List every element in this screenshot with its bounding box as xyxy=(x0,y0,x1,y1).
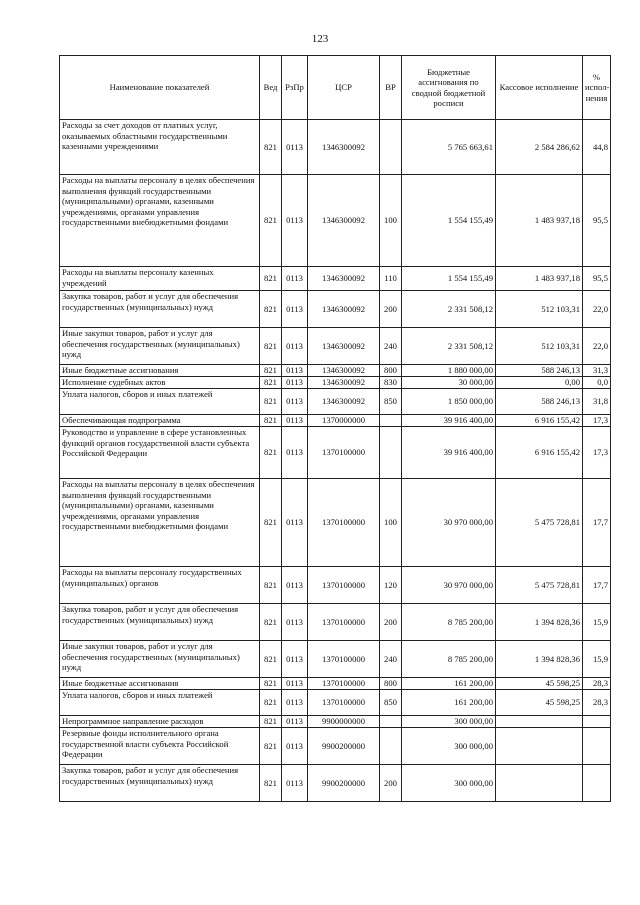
cell-budget: 1 850 000,00 xyxy=(402,389,496,415)
cell-name: Непрограммное направление расходов xyxy=(60,716,260,728)
cell-vr xyxy=(380,716,402,728)
cell-cash xyxy=(496,716,583,728)
cell-rzpr: 0113 xyxy=(282,415,308,427)
cell-vr: 200 xyxy=(380,604,402,641)
cell-budget: 5 765 663,61 xyxy=(402,120,496,175)
cell-rzpr: 0113 xyxy=(282,678,308,690)
table-row xyxy=(60,765,611,802)
cell-budget: 1 554 155,49 xyxy=(402,267,496,291)
table-row xyxy=(60,567,611,604)
cell-name: Расходы на выплаты персоналу казенных учреждений xyxy=(60,267,260,291)
cell-pct xyxy=(583,728,611,765)
cell-csr: 9900200000 xyxy=(308,765,380,802)
cell-pct: 17,3 xyxy=(583,427,611,479)
cell-cash: 1 483 937,18 xyxy=(496,267,583,291)
cell-pct: 17,7 xyxy=(583,567,611,604)
cell-budget: 300 000,00 xyxy=(402,716,496,728)
cell-cash: 0,00 xyxy=(496,377,583,389)
cell-budget: 30 970 000,00 xyxy=(402,479,496,567)
cell-csr: 9900000000 xyxy=(308,716,380,728)
cell-csr: 9900200000 xyxy=(308,728,380,765)
table-row xyxy=(60,690,611,716)
cell-name: Расходы за счет доходов от платных услуг, оказываемых областными государственными казенными учреждениями xyxy=(60,120,260,175)
cell-rzpr: 0113 xyxy=(282,291,308,328)
header-name: Наименование показателей xyxy=(60,56,260,120)
header-ved: Вед xyxy=(260,56,282,120)
cell-vr: 100 xyxy=(380,175,402,267)
cell-vr: 800 xyxy=(380,678,402,690)
cell-csr: 1346300092 xyxy=(308,291,380,328)
cell-cash: 45 598,25 xyxy=(496,678,583,690)
cell-vr: 240 xyxy=(380,641,402,678)
cell-ved: 821 xyxy=(260,175,282,267)
cell-name: Обеспечивающая подпрограмма xyxy=(60,415,260,427)
cell-ved: 821 xyxy=(260,291,282,328)
cell-budget: 1 554 155,49 xyxy=(402,175,496,267)
cell-name: Расходы на выплаты персоналу в целях обеспечения выполнения функций государственными (муниципальными) органами, казенными учреждениями, органами управления государственными внебюджетными фондами xyxy=(60,175,260,267)
table-row xyxy=(60,328,611,365)
cell-vr: 830 xyxy=(380,377,402,389)
cell-name: Закупка товаров, работ и услуг для обеспечения государственных (муниципальных) нужд xyxy=(60,765,260,802)
table-row xyxy=(60,267,611,291)
cell-rzpr: 0113 xyxy=(282,427,308,479)
cell-rzpr: 0113 xyxy=(282,765,308,802)
cell-cash: 6 916 155,42 xyxy=(496,427,583,479)
cell-ved: 821 xyxy=(260,389,282,415)
cell-rzpr: 0113 xyxy=(282,377,308,389)
cell-pct: 22,0 xyxy=(583,328,611,365)
cell-pct xyxy=(583,716,611,728)
cell-pct: 95,5 xyxy=(583,175,611,267)
cell-csr: 1370100000 xyxy=(308,690,380,716)
cell-cash: 2 584 286,62 xyxy=(496,120,583,175)
cell-csr: 1346300092 xyxy=(308,365,380,377)
cell-budget: 30 970 000,00 xyxy=(402,567,496,604)
cell-cash: 6 916 155,42 xyxy=(496,415,583,427)
cell-vr xyxy=(380,427,402,479)
cell-name: Расходы на выплаты персоналу государственных (муниципальных) органов xyxy=(60,567,260,604)
table-row xyxy=(60,427,611,479)
cell-budget: 2 331 508,12 xyxy=(402,328,496,365)
cell-ved: 821 xyxy=(260,716,282,728)
cell-ved: 821 xyxy=(260,377,282,389)
table-row xyxy=(60,728,611,765)
table-row xyxy=(60,175,611,267)
table-row xyxy=(60,415,611,427)
cell-rzpr: 0113 xyxy=(282,604,308,641)
cell-name: Уплата налогов, сборов и иных платежей xyxy=(60,690,260,716)
cell-rzpr: 0113 xyxy=(282,389,308,415)
cell-ved: 821 xyxy=(260,604,282,641)
cell-vr: 200 xyxy=(380,291,402,328)
cell-vr: 850 xyxy=(380,389,402,415)
budget-execution-table xyxy=(59,55,611,802)
cell-vr xyxy=(380,728,402,765)
cell-name: Иные бюджетные ассигнования xyxy=(60,678,260,690)
cell-vr xyxy=(380,120,402,175)
cell-pct: 44,8 xyxy=(583,120,611,175)
cell-vr xyxy=(380,415,402,427)
cell-ved: 821 xyxy=(260,765,282,802)
table-row xyxy=(60,678,611,690)
cell-budget: 39 916 400,00 xyxy=(402,427,496,479)
cell-pct: 31,8 xyxy=(583,389,611,415)
cell-name: Закупка товаров, работ и услуг для обеспечения государственных (муниципальных) нужд xyxy=(60,291,260,328)
cell-rzpr: 0113 xyxy=(282,479,308,567)
cell-vr: 200 xyxy=(380,765,402,802)
cell-cash: 1 394 828,36 xyxy=(496,641,583,678)
cell-csr: 1370100000 xyxy=(308,641,380,678)
table-row xyxy=(60,389,611,415)
cell-ved: 821 xyxy=(260,690,282,716)
cell-rzpr: 0113 xyxy=(282,716,308,728)
cell-csr: 1370000000 xyxy=(308,415,380,427)
cell-cash: 512 103,31 xyxy=(496,291,583,328)
cell-rzpr: 0113 xyxy=(282,690,308,716)
cell-pct: 95,5 xyxy=(583,267,611,291)
header-cash: Кассовое исполнение xyxy=(496,56,583,120)
cell-cash: 588 246,13 xyxy=(496,365,583,377)
cell-cash: 5 475 728,81 xyxy=(496,479,583,567)
cell-ved: 821 xyxy=(260,728,282,765)
cell-name: Иные закупки товаров, работ и услуг для обеспечения государственных (муниципальных) нужд xyxy=(60,641,260,678)
cell-vr: 120 xyxy=(380,567,402,604)
cell-rzpr: 0113 xyxy=(282,267,308,291)
cell-pct: 0,0 xyxy=(583,377,611,389)
cell-csr: 1346300092 xyxy=(308,267,380,291)
cell-csr: 1370100000 xyxy=(308,678,380,690)
cell-rzpr: 0113 xyxy=(282,365,308,377)
cell-vr: 240 xyxy=(380,328,402,365)
cell-csr: 1346300092 xyxy=(308,328,380,365)
cell-name: Иные закупки товаров, работ и услуг для обеспечения государственных (муниципальных) нужд xyxy=(60,328,260,365)
cell-ved: 821 xyxy=(260,328,282,365)
cell-rzpr: 0113 xyxy=(282,641,308,678)
table-row xyxy=(60,479,611,567)
cell-budget: 2 331 508,12 xyxy=(402,291,496,328)
cell-budget: 8 785 200,00 xyxy=(402,604,496,641)
cell-ved: 821 xyxy=(260,641,282,678)
cell-csr: 1346300092 xyxy=(308,377,380,389)
cell-vr: 100 xyxy=(380,479,402,567)
table-row xyxy=(60,377,611,389)
cell-vr: 110 xyxy=(380,267,402,291)
cell-cash: 1 483 937,18 xyxy=(496,175,583,267)
cell-pct: 28,3 xyxy=(583,690,611,716)
cell-name: Уплата налогов, сборов и иных платежей xyxy=(60,389,260,415)
cell-budget: 1 880 000,00 xyxy=(402,365,496,377)
table-row xyxy=(60,291,611,328)
cell-pct: 15,9 xyxy=(583,604,611,641)
cell-budget: 161 200,00 xyxy=(402,690,496,716)
cell-csr: 1370100000 xyxy=(308,479,380,567)
cell-ved: 821 xyxy=(260,678,282,690)
cell-name: Руководство и управление в сфере установленных функций органов государственной власти субъекта Российской Федерации xyxy=(60,427,260,479)
cell-cash: 5 475 728,81 xyxy=(496,567,583,604)
cell-rzpr: 0113 xyxy=(282,120,308,175)
table-row xyxy=(60,604,611,641)
cell-rzpr: 0113 xyxy=(282,567,308,604)
cell-name: Расходы на выплаты персоналу в целях обеспечения выполнения функций государственными (муниципальными) органами, казенными учреждениями, органами управления государственными внебюджетными фондами xyxy=(60,479,260,567)
cell-csr: 1346300092 xyxy=(308,389,380,415)
header-vr: ВР xyxy=(380,56,402,120)
cell-budget: 161 200,00 xyxy=(402,678,496,690)
cell-budget: 30 000,00 xyxy=(402,377,496,389)
cell-ved: 821 xyxy=(260,567,282,604)
cell-cash xyxy=(496,728,583,765)
table-row xyxy=(60,365,611,377)
cell-pct: 17,7 xyxy=(583,479,611,567)
cell-ved: 821 xyxy=(260,120,282,175)
cell-ved: 821 xyxy=(260,427,282,479)
cell-pct: 28,3 xyxy=(583,678,611,690)
header-pct: % испол-нения xyxy=(583,56,611,120)
cell-cash: 512 103,31 xyxy=(496,328,583,365)
cell-vr: 800 xyxy=(380,365,402,377)
cell-csr: 1346300092 xyxy=(308,175,380,267)
cell-pct: 31,3 xyxy=(583,365,611,377)
cell-csr: 1346300092 xyxy=(308,120,380,175)
cell-pct xyxy=(583,765,611,802)
cell-pct: 15,9 xyxy=(583,641,611,678)
cell-cash xyxy=(496,765,583,802)
cell-rzpr: 0113 xyxy=(282,175,308,267)
cell-pct: 17,3 xyxy=(583,415,611,427)
header-row xyxy=(60,56,611,120)
cell-cash: 588 246,13 xyxy=(496,389,583,415)
cell-rzpr: 0113 xyxy=(282,728,308,765)
cell-budget: 300 000,00 xyxy=(402,728,496,765)
cell-ved: 821 xyxy=(260,365,282,377)
cell-ved: 821 xyxy=(260,267,282,291)
table-row xyxy=(60,120,611,175)
cell-pct: 22,0 xyxy=(583,291,611,328)
cell-name: Иные бюджетные ассигнования xyxy=(60,365,260,377)
header-csr: ЦСР xyxy=(308,56,380,120)
table-row xyxy=(60,716,611,728)
cell-cash: 1 394 828,36 xyxy=(496,604,583,641)
cell-csr: 1370100000 xyxy=(308,427,380,479)
cell-cash: 45 598,25 xyxy=(496,690,583,716)
cell-budget: 39 916 400,00 xyxy=(402,415,496,427)
cell-budget: 8 785 200,00 xyxy=(402,641,496,678)
cell-csr: 1370100000 xyxy=(308,604,380,641)
page-number: 123 xyxy=(311,33,329,45)
header-budget: Бюджетные ассигнования по сводной бюджетной росписи xyxy=(402,56,496,120)
table-row xyxy=(60,641,611,678)
cell-name: Резервные фонды исполнительного органа государственной власти субъекта Российской Федерации xyxy=(60,728,260,765)
cell-vr: 850 xyxy=(380,690,402,716)
header-rzpr: РзПр xyxy=(282,56,308,120)
cell-name: Исполнение судебных актов xyxy=(60,377,260,389)
cell-ved: 821 xyxy=(260,479,282,567)
cell-rzpr: 0113 xyxy=(282,328,308,365)
cell-name: Закупка товаров, работ и услуг для обеспечения государственных (муниципальных) нужд xyxy=(60,604,260,641)
cell-csr: 1370100000 xyxy=(308,567,380,604)
cell-ved: 821 xyxy=(260,415,282,427)
cell-budget: 300 000,00 xyxy=(402,765,496,802)
